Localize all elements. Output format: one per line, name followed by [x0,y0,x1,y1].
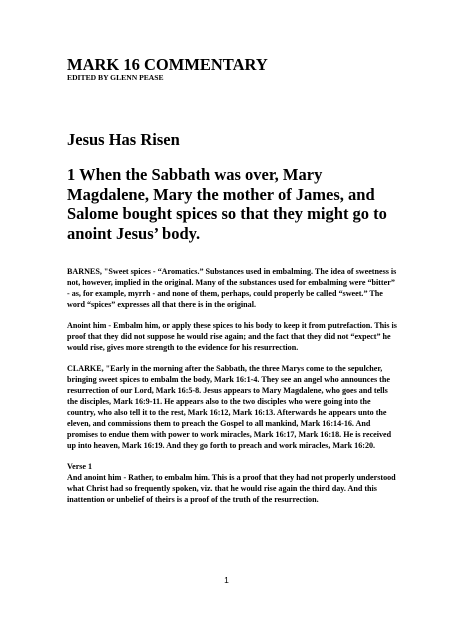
verse-heading: 1 When the Sabbath was over, Mary Magdalene, Mary the mother of James, and Salome bought spices so that they might go to anoint Jesus’ body. [67,165,387,243]
barnes-paragraph: BARNES, "Sweet spices - “Aromatics.” Substances used in embalming. The idea of sweetness is not, however, implied in the original. Many of the substances used for embalming were “bitter” - as, for example, myrrh - and none of them, perhaps, could properly be called “sweet.” The word “spices” expresses all that there is in the original. [67,267,397,310]
embalm-paragraph: And anoint him - Rather, to embalm him. This is a proof that they had not properly understood what Christ had so frequently spoken, viz. that he would rise again the third day. And this inattention or unbelief of theirs is a proof of the truth of the resurrection. [67,473,396,505]
anoint-paragraph: Anoint him - Embalm him, or apply these spices to his body to keep it from putrefaction. This is proof that they did not suppose he would rise again; and the fact that they did not “expect” he would rise, gives more strength to the evidence for his resurrection. [67,320,397,353]
section-title: Jesus Has Risen [67,130,180,149]
clarke-paragraph: CLARKE, "Early in the morning after the Sabbath, the three Marys come to the sepulcher, bringing sweet spices to embalm the body, Mark 16:1-4. They see an angel who announces the resurrection of our Lord, Mark 16:5-8. Jesus appears to Mary Magdalene, who goes and tells the disciples, Mark 16:9-11. He appears also to the two disciples who were going into the country, who also tell it to the rest, Mark 16:12, Mark 16:13. Afterwards he appears unto the eleven, and commissions them to preach the Gospel to all mankind, Mark 16:14-16. And promises to endue them with power to work miracles, Mark 16:17, Mark 16:18. He is received up into heaven, Mark 16:19. And they go forth to preach and work miracles, Mark 16:20. [67,363,392,451]
verse-label: Verse 1 [67,461,93,471]
document-title: MARK 16 COMMENTARY [67,55,268,74]
editor-credit: EDITED BY GLENN PEASE [67,73,164,82]
page-number: 1 [224,575,229,585]
commentary-body [67,266,397,515]
